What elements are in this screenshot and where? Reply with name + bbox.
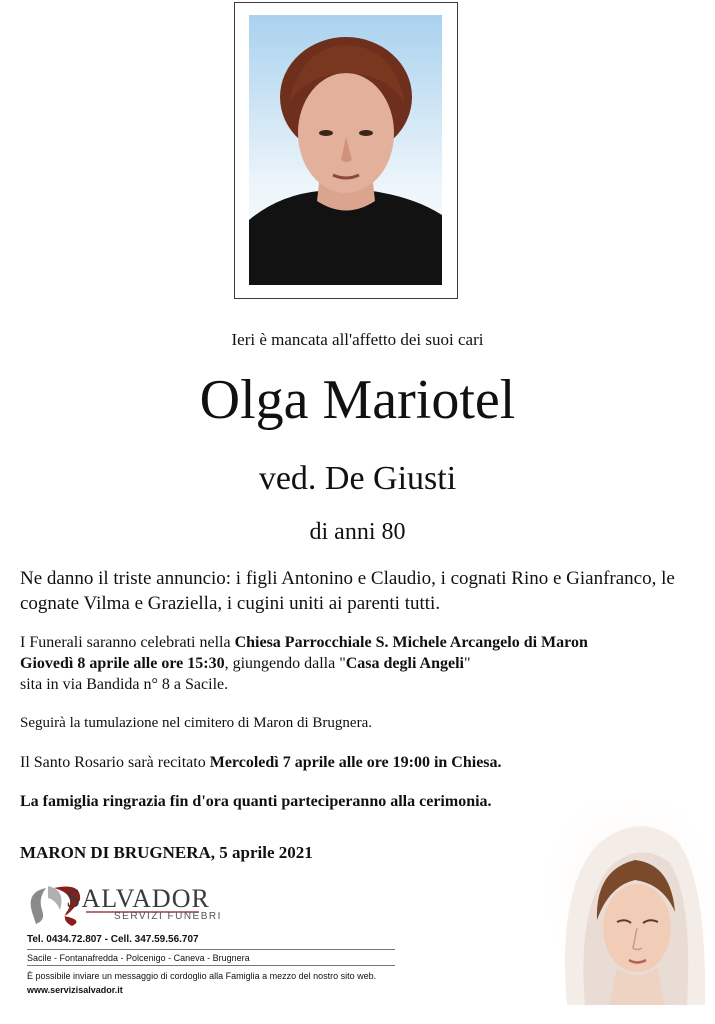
footer-divider-1: [27, 949, 395, 950]
brand-name: SALVADOR: [66, 884, 210, 913]
salvador-logo: [24, 880, 224, 930]
portrait-eye-left: [319, 130, 333, 136]
funeral-address: sita in via Bandida n° 8 a Sacile.: [20, 676, 229, 693]
burial-text: Seguirà la tumulazione nel cimitero di Maron di Brugnera.: [20, 715, 372, 731]
place-date: MARON DI BRUGNERA, 5 aprile 2021: [20, 843, 313, 862]
funeral-text-2: , giungendo dalla ": [224, 655, 346, 672]
funeral-church: Chiesa Parrocchiale S. Michele Arcangelo di Maron: [234, 634, 588, 651]
deceased-name: Olga Mariotel: [199, 369, 516, 431]
footer-divider-2: [27, 965, 395, 966]
age-text: di anni 80: [309, 519, 406, 545]
madonna-illustration: [547, 800, 712, 1005]
funeral-departure: Casa degli Angeli: [345, 655, 464, 672]
rosary-info: [20, 753, 620, 773]
madonna-face: [603, 884, 671, 972]
announcement-text: Ne danno il triste annuncio: i figli Antonino e Claudio, i cognati Rino e Gianfranco, le cognate Vilma e Graziella, i cugini uniti ai parenti tutti.: [20, 568, 675, 614]
condolence-note: È possibile inviare un messaggio di cordoglio alla Famiglia a mezzo del nostro sito web.: [27, 971, 377, 981]
portrait-frame: [234, 2, 458, 299]
rosary-when: Mercoledì 7 aprile alle ore 19:00 in Chiesa.: [209, 754, 502, 771]
rosary-text: Il Santo Rosario sarà recitato: [20, 754, 210, 771]
intro-text: Ieri è mancata all'affetto dei suoi cari: [231, 330, 484, 349]
portrait-photo: [249, 15, 442, 285]
thanks-text: La famiglia ringrazia fin d'ora quanti parteciperanno alla cerimonia.: [20, 793, 492, 810]
widow-of-text: ved. De Giusti: [258, 460, 457, 497]
funeral-info: [20, 632, 700, 695]
portrait-face: [298, 73, 394, 193]
madonna-image: [547, 800, 712, 1005]
portrait-eye-right: [359, 130, 373, 136]
funeral-datetime: Giovedì 8 aprile alle ore 15:30: [20, 655, 225, 672]
contact-phones: Tel. 0434.72.807 - Cell. 347.59.56.707: [27, 934, 199, 945]
brand-subtitle: SERVIZI FUNEBRI: [114, 911, 222, 922]
towns-list: Sacile - Fontanafredda - Polcenigo - Caneva - Brugnera: [27, 953, 250, 963]
funeral-text-3: ": [463, 655, 471, 672]
portrait-illustration: [249, 15, 442, 285]
funeral-text-1: I Funerali saranno celebrati nella: [20, 634, 235, 651]
website-link[interactable]: www.servizisalvador.it: [27, 985, 123, 995]
